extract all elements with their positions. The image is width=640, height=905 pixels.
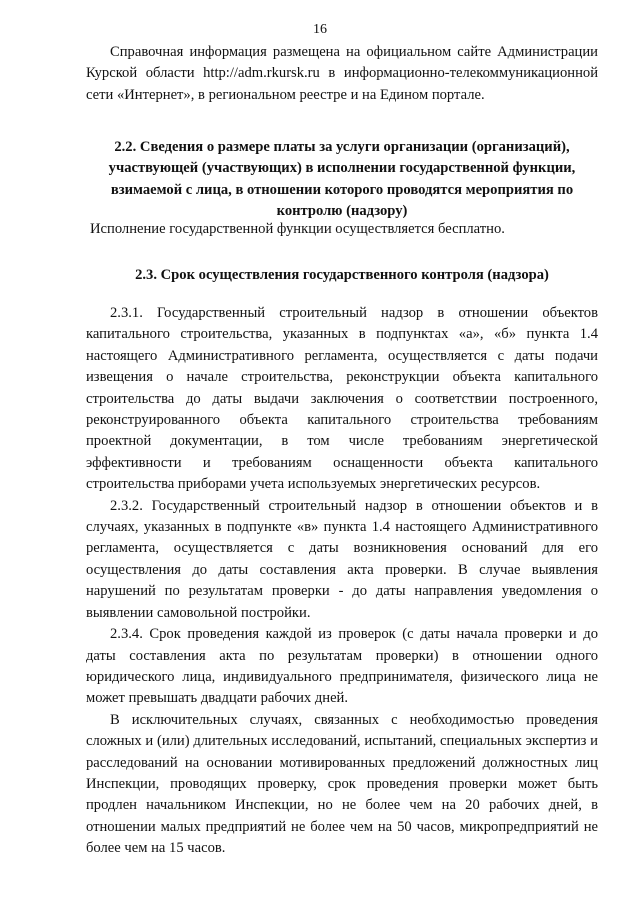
paragraph-2-3-4: 2.3.4. Срок проведения каждой из проверок (с даты начала проверки и до даты составления акта по результатам проверки) в отношении одного юридического лица, индивидуального предпринимателя, физического лица не может превышать двадцати рабочих дней. — [86, 626, 598, 707]
paragraph-2-3-2: 2.3.2. Государственный строительный надзор в отношении объектов и в случаях, указанных в подпункте «в» пункта 1.4 настоящего Административного регламента, осуществляется с даты возникновения оснований для его осуществления до даты составления акта проверки. В случае выявления нарушений по результатам проверки - до даты направления уведомления о выявлении самовольной постройки. — [86, 497, 598, 621]
section-2-3-heading: 2.3. Срок осуществления государственного контроля (надзора) — [135, 267, 549, 283]
paragraph-exceptional-cases: В исключительных случаях, связанных с необходимостью проведения сложных и (или) длительных исследований, испытаний, специальных экспертиз и расследований на основании мотивированных предложений должностных лиц Инспекции, проводящих проверку, срок проведения проверки может быть продлен начальником Инспекции, но не более чем на 20 рабочих дней, в отношении малых предприятий не более чем на 50 часов, микропредприятий не более чем на 15 часов. — [86, 711, 598, 857]
section-2-2-text: Исполнение государственной функции осуществляется бесплатно. — [90, 221, 505, 237]
page-number: 16 — [313, 22, 327, 37]
intro-paragraph: Справочная информация размещена на официальном сайте Администрации Курской области http://adm.rkursk.ru в информационно-телекоммуникационной сети «Интернет», в региональном реестре и на Едином портале. — [86, 44, 598, 103]
section-2-2-heading: 2.2. Сведения о размере платы за услуги организации (организаций), участвующей (участвующих) в исполнении государственной функции, взимаемой с лица, в отношении которого проводятся мероприятия по контролю (надзору) — [108, 139, 576, 220]
paragraph-2-3-1: 2.3.1. Государственный строительный надзор в отношении объектов капитального строительства, указанных в подпунктах «а», «б» пункта 1.4 настоящего Административного регламента, осуществляется с даты подачи извещения о начале строительства, реконструкции объекта капитального строительства до даты выдачи заключения о соответствии построенного, реконструированного объекта капитального строительства требованиям проектной документации, в том числе требованиям энергетической эффективности и требованиям оснащенности объекта капитального строительства приборами учета используемых энергетических ресурсов. — [86, 305, 598, 493]
section-2-3-body — [86, 303, 598, 860]
